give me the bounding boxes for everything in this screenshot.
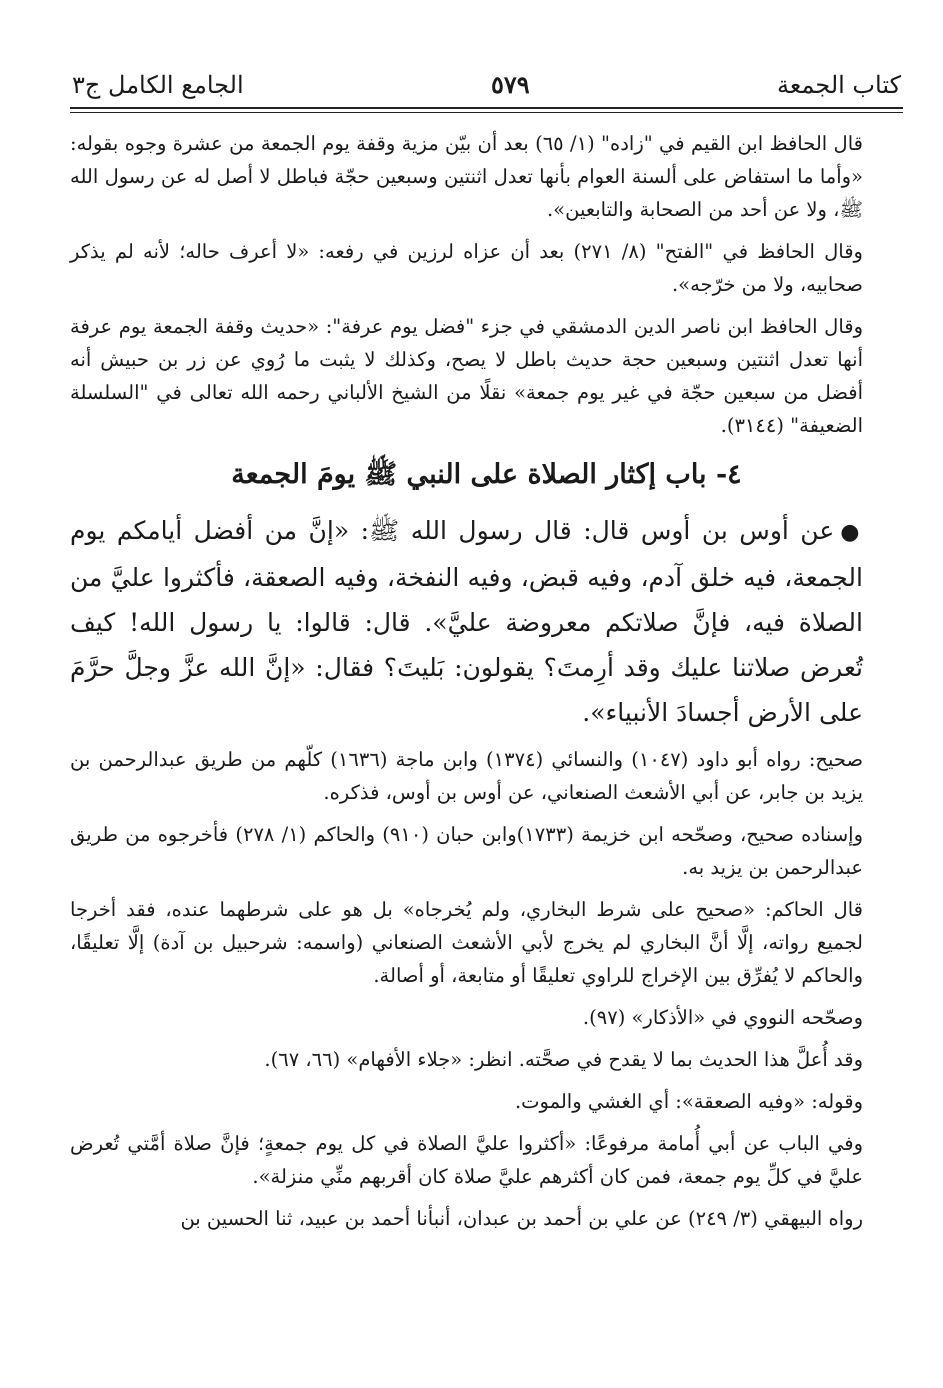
paragraph-abu-umama: وفي الباب عن أبي أُمامة مرفوعًا: «أكثروا عليَّ الصلاة في كل يوم جمعةٍ؛ فإنَّ صلاة أمَّتي تُعرض عليَّ في كلِّ يوم جمعة، فمن كان أكثرهم عليَّ صلاة كان أقربهم منِّي منزلة». <box>70 1132 863 1188</box>
paragraph-ilal: وقد أُعلَّ هذا الحديث بما لا يقدح في صحَّته. انظر: «جلاء الأفهام» (٦٦، ٦٧). <box>264 1048 863 1071</box>
page-header <box>70 55 903 99</box>
header-rule <box>70 107 903 109</box>
paragraph-isnad: وإسناده صحيح، وصحّحه ابن خزيمة (١٧٣٣)وابن حبان (٩١٠) والحاكم (١/ ٢٧٨) فأخرجوه من طريق عبدالرحمن بن يزيد به. <box>70 823 863 879</box>
paragraph-bayhaqi: رواه البيهقي (٣/ ٢٤٩) عن علي بن أحمد بن عبدان، أنبأنا أحمد بن عبيد، ثنا الحسين بن <box>180 1207 863 1230</box>
paragraph-grading: صحيح: رواه أبو داود (١٠٤٧) والنسائي (١٣٧٤) وابن ماجة (١٦٣٦) كلّهم من طريق عبدالرحمن بن يزيد بن جابر، عن أبي الأشعث الصنعاني، عن أوس بن أوس، فذكره. <box>70 748 864 804</box>
paragraph-nawawi: وصحّحه النووي في «الأذكار» (٩٧). <box>582 1006 863 1029</box>
book-page <box>70 55 903 1244</box>
header-rule-thin <box>70 112 903 113</box>
hadith-body: عن أوس بن أوس قال: قال رسول الله ﷺ: «إنَّ من أفضل أيامكم يوم الجمعة، فيه خلق آدم، وفيه قبض، وفيه النفخة، وفيه الصعقة، فأكثروا عليَّ من الصلاة فيه، فإنَّ صلاتكم معروضة عليَّ». قال: قالوا: يا رسول الله! كيف تُعرض صلاتنا عليك وقد أرِمتَ؟ يقولون: بَليتَ؟ فقال: «إنَّ الله عزَّ وجلَّ حرَّمَ على الأرض أجسادَ الأنبياء». <box>70 516 863 727</box>
page-number: ٥٧٩ <box>490 70 530 99</box>
chapter-title: كتاب الجمعة <box>777 71 901 99</box>
hadith-text <box>70 508 903 735</box>
paragraph-saqa: وقوله: «وفيه الصعقة»: أي الغشي والموت. <box>514 1090 863 1113</box>
paragraph-hakim: قال الحاكم: «صحيح على شرط البخاري، ولم يُخرجاه» بل هو على شرطهما عنده، فقد أخرجا لجميع رواته، إلَّا أنَّ البخاري لم يخرج لأبي الأشعث الصنعاني (واسمه: شرحبيل بن آدة) إلَّا تعليقًا، والحاكم لا يُفرِّق بين الإخراج للراوي تعليقًا أو متابعة، أو أصالة. <box>70 898 863 987</box>
bullet-icon: ● <box>840 520 863 545</box>
book-title: الجامع الكامل ج٣ <box>72 71 244 99</box>
paragraph-fath: وقال الحافظ في "الفتح" (٨/ ٢٧١) بعد أن عزاه لرزين في رفعه: «لا أعرف حاله؛ لأنه لم يذكر صحابيه، ولا من خرّجه». <box>70 240 863 296</box>
section-title: ٤- باب إكثار الصلاة على النبي ﷺ يومَ الجمعة <box>231 459 742 490</box>
paragraph-ibn-nasir: وقال الحافظ ابن ناصر الدين الدمشقي في جزء "فضل يوم عرفة": «حديث وقفة الجمعة يوم عرفة أنها تعدل اثنتين وسبعين حجة حديث باطل لا يصح، وكذلك لا يثبت ما رُوي عن زر بن حبيش أنه أفضل من سبعين حجّة في غير يوم جمعة» نقلًا من الشيخ الألباني رحمه الله تعالى في "السلسلة الضعيفة" (٣١٤٤). <box>70 315 863 437</box>
paragraph-ibn-qayyim: قال الحافظ ابن القيم في "زاده" (١/ ٦٥) بعد أن بيّن مزية وقفة يوم الجمعة من عشرة وجوه بقوله: «وأما ما استفاض على ألسنة العوام بأنها تعدل اثنتين وسبعين حجّة فباطل لا أصل له عن رسول الله ﷺ، ولا عن أحد من الصحابة والتابعين». <box>70 132 863 221</box>
